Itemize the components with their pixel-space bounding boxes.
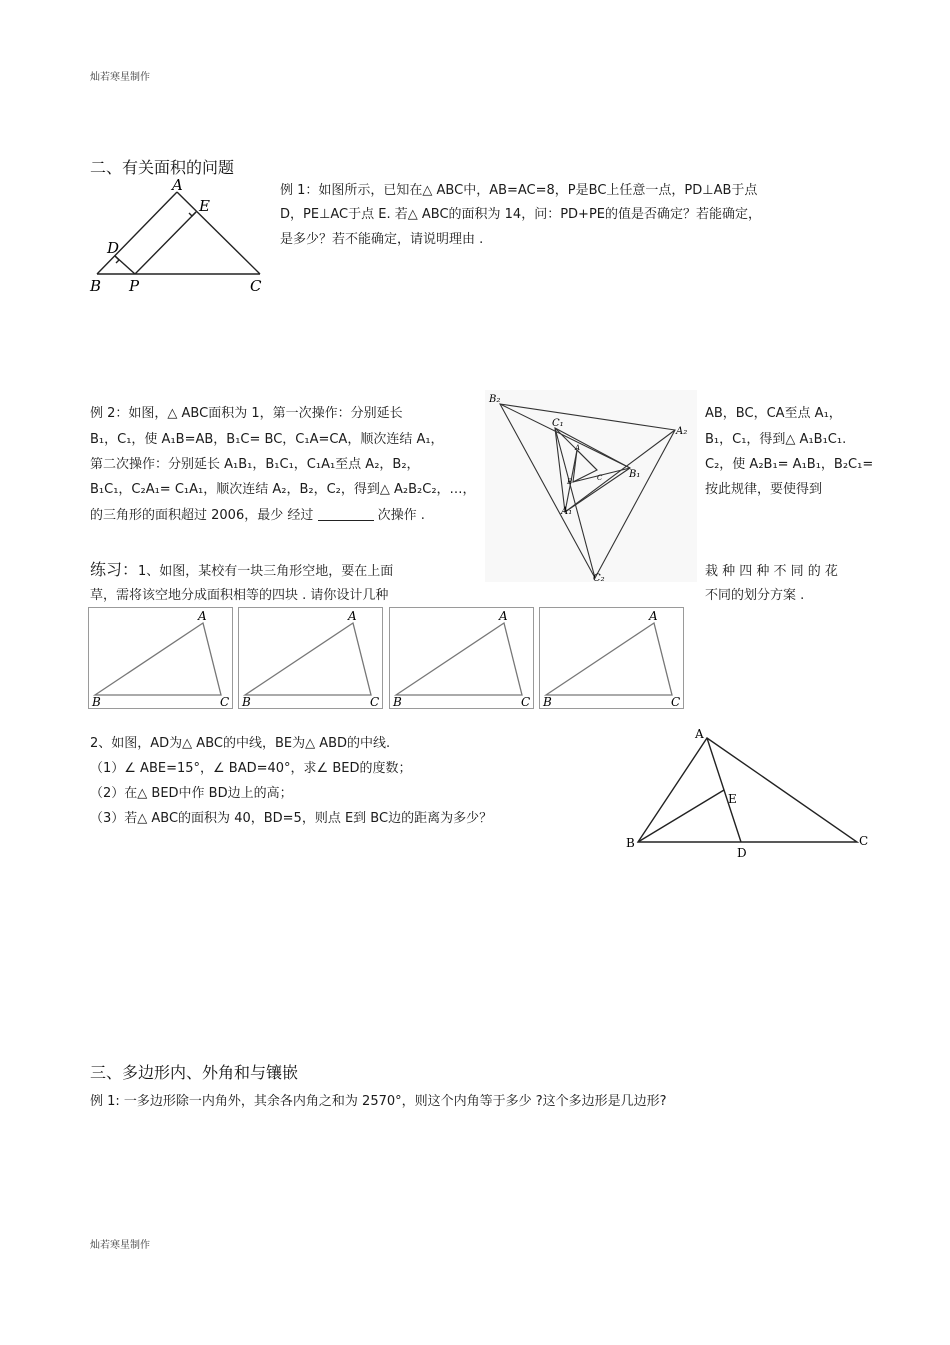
ex1-label-c: C: [250, 277, 262, 295]
ex2-last-before: 的三角形的面积超过 2006，最少 经过: [90, 508, 314, 523]
practice-line2-right: 不同的划分方案 .: [705, 588, 805, 603]
ex2-label-b: B: [567, 478, 573, 486]
box2-label-c: C: [370, 695, 380, 709]
ex2-figure-bg: [485, 390, 697, 582]
practice-prefix: 练习：: [90, 560, 139, 579]
practice-scheme-box-3[interactable]: [389, 607, 534, 709]
ex2-label-b1: B₁: [629, 469, 641, 480]
ex2-label-a1: A₁: [561, 506, 573, 517]
practice-scheme-box-2[interactable]: [238, 607, 383, 709]
ex1-seg-pe: [135, 212, 196, 274]
practice-triangle-3: [396, 623, 522, 695]
ex2-nested-triangles-figure: [485, 390, 700, 585]
practice-triangle-2: [245, 623, 371, 695]
q2-label-e: E: [728, 792, 737, 806]
q2-triangle-abc: [638, 738, 857, 842]
ex2-left-line2: B₁，C₁，使 A₁B=AB，B₁C= BC，C₁A=CA，顺次连结 A₁，: [90, 432, 444, 447]
q2-line1: （1）∠ ABE=15°，∠ BAD=40°，求∠ BED的度数；: [90, 761, 412, 776]
q2-label-d: D: [737, 846, 747, 860]
q2-label-a: A: [695, 727, 704, 741]
q2-line3: （3）若△ ABC的面积为 40，BD=5，则点 E到 BC边的距离为多少？: [90, 811, 493, 826]
ex1-label-b: B: [90, 277, 102, 295]
ex1-right-angle-d: [115, 256, 119, 263]
ex2-left-line1: 例 2：如图，△ ABC面积为 1，第一次操作：分别延长: [90, 406, 403, 421]
ex2-left-line5: [90, 507, 425, 524]
ex1-label-a: A: [172, 176, 183, 194]
box1-label-b: B: [92, 695, 101, 709]
section3-ex1: 例 1: 一多边形除一内角外，其余各内角之和为 2570°，则这个内角等于多少 ?这个多边形是几边形?: [90, 1094, 667, 1109]
ex2-label-a2: A₂: [676, 426, 688, 437]
box2-label-b: B: [242, 695, 251, 709]
practice-scheme-box-1[interactable]: [88, 607, 233, 709]
box2-label-a: A: [348, 609, 357, 623]
box3-label-a: A: [499, 609, 508, 623]
ex2-right-line3: C₂，使 A₂B₁= A₁B₁，B₂C₁=: [705, 457, 874, 472]
box4-label-a: A: [649, 609, 658, 623]
practice-triangle-4: [546, 623, 672, 695]
ex2-right-line2: B₁，C₁，得到△ A₁B₁C₁.: [705, 432, 847, 447]
ex1-line2: D，PE⊥AC于点 E. 若△ ABC的面积为 14，问：PD+PE的值是否确定？若能确定，: [280, 207, 762, 222]
ex1-label-p: P: [129, 277, 140, 295]
box4-label-c: C: [671, 695, 681, 709]
q2-triangle-figure: [622, 725, 882, 865]
ex1-side-ab: [97, 192, 177, 274]
ex2-last-after: 次操作 .: [377, 508, 425, 523]
q2-median-be: [638, 790, 724, 842]
section2-title: 二、有关面积的问题: [90, 158, 235, 177]
ex1-triangle-figure: [85, 175, 285, 305]
ex1-line1: 例 1：如图所示，已知在△ ABC中，AB=AC=8，P是BC上任意一点，PD⊥AB于点: [280, 183, 758, 198]
header-watermark: 灿若寒星制作: [90, 72, 150, 83]
ex2-label-a: A: [575, 444, 581, 452]
box4-label-b: B: [543, 695, 552, 709]
ex2-right-line4: 按此规律，要使得到: [705, 482, 823, 497]
ex2-left-line4: B₁C₁，C₂A₁= C₁A₁，顺次连结 A₂，B₂，C₂，得到△ A₂B₂C₂，…，: [90, 482, 476, 497]
practice-line1: [90, 562, 393, 580]
q2-label-c: C: [859, 834, 869, 848]
ex2-label-b2: B₂: [489, 394, 501, 405]
practice-triangle-1: [95, 623, 221, 695]
q2-line0: 2、如图，AD为△ ABC的中线，BE为△ ABD的中线.: [90, 736, 391, 751]
footer-watermark: 灿若寒星制作: [90, 1240, 150, 1251]
practice-line1-text: 1、如图，某校有一块三角形空地，要在上面: [138, 564, 394, 579]
practice-line1-right: 栽 种 四 种 不 同 的 花: [705, 564, 838, 579]
ex2-label-c: C: [597, 474, 603, 482]
ex1-label-e: E: [199, 197, 210, 215]
ex2-label-c1: C₁: [552, 418, 564, 429]
box1-label-c: C: [220, 695, 230, 709]
ex2-answer-blank[interactable]: [318, 507, 374, 521]
ex2-label-c2: C₂: [593, 573, 605, 584]
practice-scheme-box-4[interactable]: [539, 607, 684, 709]
box3-label-c: C: [521, 695, 531, 709]
box1-label-a: A: [198, 609, 207, 623]
ex1-right-angle-e: [189, 212, 196, 216]
ex1-label-d: D: [107, 239, 120, 257]
ex1-side-ac: [177, 192, 260, 274]
q2-line2: （2）在△ BED中作 BD边上的高；: [90, 786, 293, 801]
ex1-line3: 是多少？若不能确定，请说明理由 .: [280, 232, 484, 247]
section3-title: 三、多边形内、外角和与镶嵌: [90, 1063, 299, 1082]
box3-label-b: B: [393, 695, 402, 709]
q2-label-b: B: [626, 836, 635, 850]
practice-line2: 草，需将该空地分成面积相等的四块 . 请你设计几种: [90, 588, 389, 603]
ex2-left-line3: 第二次操作：分别延长 A₁B₁，B₁C₁，C₁A₁至点 A₂，B₂，: [90, 457, 420, 472]
ex2-right-line1: AB，BC，CA至点 A₁，: [705, 406, 842, 421]
